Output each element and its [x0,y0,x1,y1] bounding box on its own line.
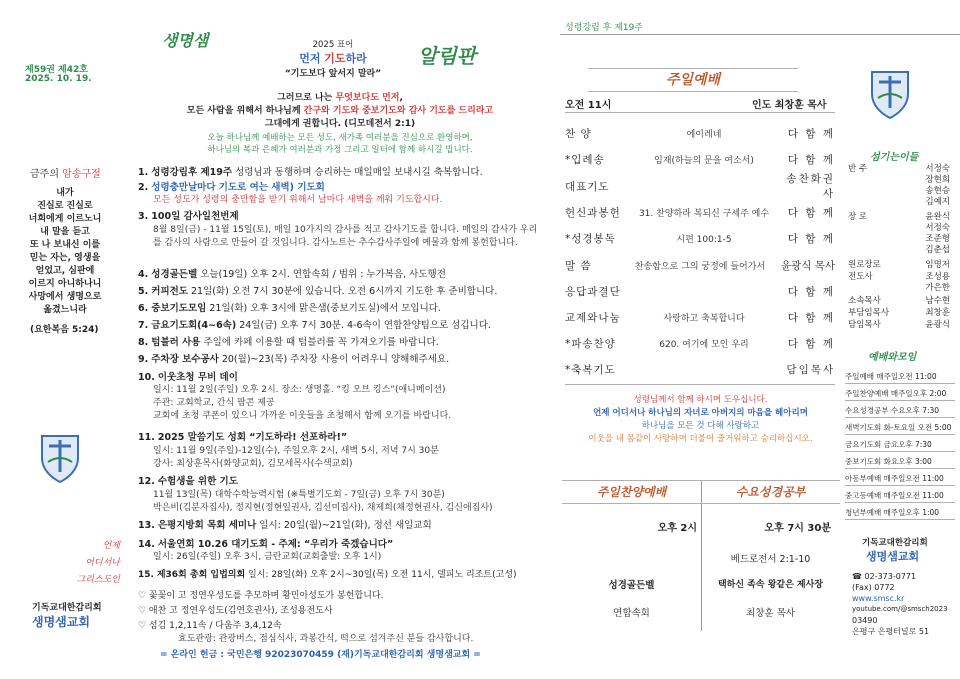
announcement-10-text: 일시: 11월 2일(주일) 오후 2시. 장소: 생명홀. “킹 오브 킹스”(애니메이션) 주관: 교회학교, 간식 팝콘 제공 교회에 초청 쿠폰이 있으니 가까운 이웃들을 초청해서 함께 오기를 바랍니다. [153,385,452,421]
announcement-4: 4. 성경골든벨 오늘(19일) 오후 2시. 연합속회 / 범위 : 누가복음, 사도행전 [138,269,446,280]
sub1-a: 성경골든벨 [608,580,655,591]
schedule-item: 수요성경공부 수요오후 7:30 [845,405,955,418]
sub2-a: 택하신 족속 왕같은 제사장 [717,580,824,590]
sub1-b: 연합속회 [613,608,650,619]
sub2-title: 수요성경공부 [735,485,806,499]
schedule-item: 주일예배 매주일오전 11:00 [845,371,955,384]
announcement-11: 11. 2025 말씀기도 성회 “기도하라! 선포하라!” [138,432,348,443]
service-thanks: 효도관광: 관광버스, 점심식사, 과봉간식, 떡으로 섬겨주신 분들 감사합니다. [178,634,474,644]
schedule-item: 중고등예배 매주일오전 11:00 [845,490,955,503]
schedule-item: 아동부예배 매주일오전 11:00 [845,473,955,486]
fellowship-note: ♡ 애찬 고 정연우성도(김연호권사), 조성용전도사 [138,606,333,616]
announcement-12: 12. 수험생을 위한 기도 [138,476,238,487]
sub-services [562,480,840,630]
announcement-2: 2. 성령충만날마다 기도로 여는 새벽) 기도회 [138,182,325,193]
order-row: 찬 양 에이레네 다 함 께 [565,127,835,140]
announcement-8: 8. 텀블러 사용 주일에 카페 이용할 때 텀블러를 꼭 가져오기를 바랍니다. [138,337,439,348]
announcement-10: 10. 이웃초청 무비 데이 [138,372,238,383]
service-rule-top [565,112,835,113]
volume: 제59권 제42호 [25,65,88,75]
officer-group: 소속목사 남수현 [848,296,950,306]
service-time: 오전 11시 [565,100,612,111]
verse-title: 금주의 암송구절 [30,169,101,180]
announcement-1: 1. 성령강림후 제19주 성령님과 동행하며 승리하는 매일매일 보내시길 축복합니다. [138,167,483,178]
side-church-name: 생명샘교회 [866,550,920,563]
order-row: 헌신과봉헌 31. 찬양하라 복되신 구세주 예수 다 함 께 [565,206,835,219]
announcement-6: 6. 중보기도모임 21일(화) 오후 3시에 맑은샘(중보기도실)에서 모입니다. [138,303,441,314]
officer-group: 장 로 윤완식 서정숙 조준형 김춘섭 [848,212,950,255]
bulletin-date: 2025. 10. 19. [25,74,92,84]
week-label: 성령강림 후 제19주 [565,23,644,33]
order-row: 말 씀 찬송함으로 그의 궁정에 들어가서 윤광식 목사 [565,259,835,272]
order-row: 교제와나눔 사랑하고 축복합니다 다 함 께 [565,311,835,324]
sub2-text: 베드로전서 2:1-10 [730,554,811,565]
church-name: 생명샘교회 [32,615,90,629]
sub2-time: 오후 7시 30분 [764,523,831,534]
schedule-item: 금요기도회 금요오후 7:30 [845,439,955,452]
flowers-note: ♡ 꽃꽂이 고 정연우성도를 추모하며 황민아성도가 봉헌합니다. [138,591,384,601]
announcement-12-text: 11월 13일(목) 대학수학능력시험 (※특별기도회 - 7일(금) 오후 7시 30분) 박은비(김분자집사), 정지현(정현일권사, 김선미집사), 채제희(채정현권사, 김신애집사) [153,490,493,513]
side-church-full: 기독교대한감리회 [862,538,928,548]
top-rule [560,34,960,35]
announcement-5: 5. 커피전도 21일(화) 오전 7시 30분에 있습니다. 오전 6시까지 기도한 후 준비합니다. [138,286,498,297]
officer-group: 부담임목사 최창훈 [848,308,950,318]
church-logo-icon [868,68,912,120]
announcement-14: 14. 서울연회 10.26 대기도회 - 주제: “우리가 죽겠습니다” [138,539,394,550]
schedule-item: 새벽기도회 화-토요일 오전 5:00 [845,422,955,435]
order-row: 대표기도 송찬화권사 [565,173,835,200]
service-rule-bottom [565,384,835,385]
sub2-b: 최창훈 목사 [746,608,795,619]
left-column [0,0,125,679]
officer-group: 원로장로 임명저 [848,260,950,270]
contact-info: ☎ 02-373-0771 (Fax) 0772 www.smsc.kr youtube.com/@smsch2023 03490 은평구 은평터널로 51 [852,572,948,636]
announcement-13: 13. 은평지방회 목회 세미나 일시: 20일(월)~21일(화), 정선 새일교회 [138,520,432,531]
announcement-15: 15. 제36회 총회 입법의회 일시: 28일(화) 오후 2시~30일(목) 오전 11시, 델피노 리조트(고성) [138,570,517,580]
announcement-3-text: 8월 8일(금) - 11월 15일(토), 매일 10가지의 감사를 적고 감사기도를 합니다. 매일의 감사가 우리를 감사의 사람으로 만들어 갈 것입니다. 감사노트는 추수감사주일에 예물과 함께 봉헌합니다. [153,225,538,248]
online-offering: = 온라인 헌금 : 국민은행 92023070459 (재)기독교대한감리회 생명샘교회 = [160,650,481,660]
officer-group: 반 주 서정숙 장현희 송현승 김예지 [848,164,950,207]
order-row: *파송찬양 620. 여기에 모인 우리 다 함 께 [565,337,835,350]
schedule-item: 청년부예배 매주일오후 1:00 [845,507,955,520]
officer-group: 전도사 조성용 가은한 [848,272,950,293]
schedule-title: 예배와모임 [868,352,917,363]
intro-verse: 그러므로 나는 무엇보다도 먼저, 모든 사람을 위해서 하나님께 간구와 기도와 중보기도와 감사 기도를 드리라고 그대에게 권합니다. (디모데전서 2:1) [186,93,494,129]
church-full-name: 기독교대한감리회 [32,603,102,613]
handwriting-motto: 언제 어디서나 그리스도인 [76,541,120,585]
announcement-3: 3. 100일 감사일천번제 [138,211,239,222]
announcement-7: 7. 금요기도회(4~6속) 24일(금) 오후 7시 30분. 4-6속이 연합찬양팀으로 섬깁니다. [138,320,491,331]
bulletin-title: 알림판 [418,44,476,68]
service-leader: 인도 최창훈 목사 [752,100,827,111]
welcome-message: 오늘 하나님께 예배하는 모든 성도, 새가족 여러분을 진심으로 환영하며, 하나님의 복과 은혜가 여러분과 가정 그리고 일터에 함께 하시길 빕니다. [207,133,473,155]
memory-verse: 내가 진실로 진실로 너희에게 이르노니 내 말을 듣고 또 나 보내신 이를 믿는 자는, 영생을 얻었고, 심판에 이르지 아니하나니 사망에서 생명으로 옮겼느니라 [28,188,102,315]
announcement-11-text: 일시: 11월 9일(주일)-12일(수), 주일오후 2시, 새벽 5시, 저녁 7시 30분 강사: 최상훈목사(화양교회), 김모세목사(수색교회) [153,446,439,469]
brand-title: 생명샘 [162,31,209,50]
sub1-time: 오후 2시 [657,523,697,534]
service-note: ♡ 섬김 1,2,11속 / 다움주 3,4,12속 [138,621,282,631]
greeting: 성령님께서 함께 하시며 도우십니다. 언제 어디서나 하나님의 자녀로 아버지의 마음을 헤아리며 하나님을 모든 것 다해 사랑하고 이웃을 내 몸같이 사랑하며 더불어 즐거워하고 승리하십시오. [588,395,813,444]
church-logo-icon [38,432,82,484]
sub1-title: 주일찬양예배 [596,485,667,499]
officer-group: 담임목사 윤광식 [848,320,950,330]
announcement-14-text: 일시: 26일(주일) 오후 3시, 금란교회(교회출발: 오후 1시) [153,552,382,562]
announcement-2-text: 모든 성도가 성령의 충만함을 받기 위해서 날마다 새벽을 깨워 기도합시다. [153,195,443,205]
order-row: *성경봉독 시편 100:1-5 다 함 께 [565,232,835,245]
verse-reference: (요한복음 5:24) [30,325,99,335]
schedule-item: 주일찬양예배 매주일오후 2:00 [845,388,955,401]
announcement-9: 9. 주차장 보수공사 20(월)~23(목) 주차장 사용이 어려우니 양해해주세요. [138,354,450,365]
service-title-box: 주일예배 [588,68,798,92]
order-row: *축복기도 담임목사 [565,363,835,376]
order-row: *입례송 임재(하늘의 문을 여소서) 다 함 께 [565,153,835,166]
schedule-item: 중보기도회 화요오후 3:00 [845,456,955,469]
order-row: 응답과결단 다 함 께 [565,285,835,298]
motto-block: 2025 표어 먼저 기도하라 “기도보다 앞서지 말라” [284,40,382,79]
officers-title: 섬기는이들 [870,152,919,163]
